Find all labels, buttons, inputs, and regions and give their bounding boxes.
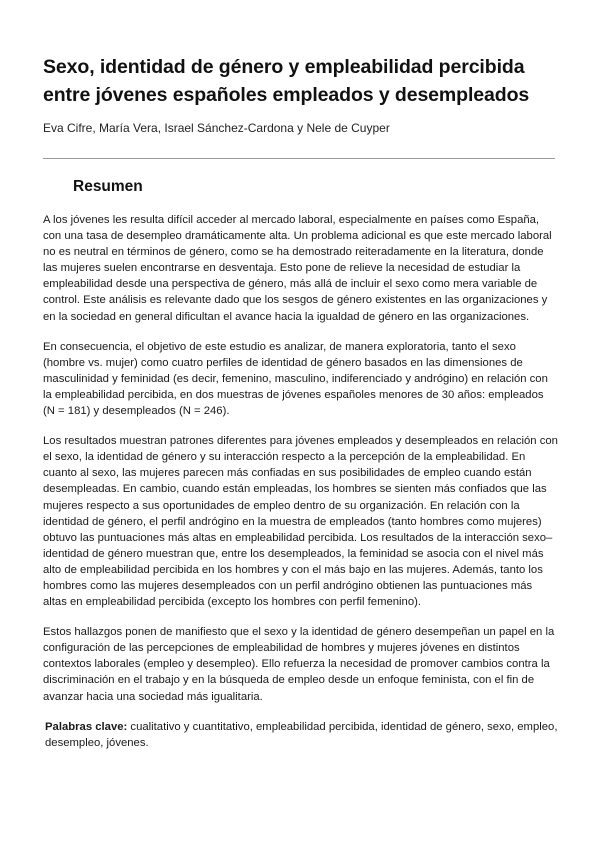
abstract-paragraph: Los resultados muestran patrones diferentes para jóvenes empleados y desempleados en relación con el sexo, la identidad de género y su interacción respecto a la percepción de la empleabilidad. En cuanto al sexo, las mujeres parecen más confiadas en sus posibilidades de empleo cuando están desempleadas. En cambio, cuando están empleadas, los hombres se sienten más confiados que las mujeres respecto a sus oportunidades de empleo dentro de su organización. En relación con la identidad de género, el perfil andrógino en la muestra de empleados (tanto hombres como mujeres) obtuvo las puntuaciones más altas en empleabilidad percibida. Los resultados de la interacción sexo–identidad de género muestran que, entre los desempleados, la feminidad se asocia con el nivel más alto de empleabilidad percibida en los hombres y con el más bajo en las mujeres. Además, tanto los hombres como las mujeres desempleados con un perfil andrógino obtienen las puntuaciones más altas en empleabilidad percibida (excepto los hombres con perfil femenino). <box>43 435 558 609</box>
keywords-text: cualitativo y cuantitativo, empleabilidad percibida, identidad de género, sexo, empleo, desempleo, jóvenes. <box>45 720 558 749</box>
abstract-paragraph: Estos hallazgos ponen de manifiesto que el sexo y la identidad de género desempeñan un papel en la configuración de las percepciones de empleabilidad de hombres y mujeres jóvenes en distintos contextos laborales (empleo y desempleo). Ello refuerza la necesidad de promover cambios contra la discriminación en el trabajo y en la búsqueda de empleo desde un enfoque feminista, con el fin de avanzar hacia una sociedad más igualitaria. <box>43 626 555 703</box>
author-list: Eva Cifre, María Vera, Israel Sánchez-Cardona y Nele de Cuyper <box>43 121 390 135</box>
header-divider <box>43 158 555 159</box>
abstract-heading: Resumen <box>73 178 143 195</box>
title-line-2: entre jóvenes españoles empleados y desempleados <box>43 84 530 106</box>
title-line-1: Sexo, identidad de género y empleabilidad percibida <box>43 56 525 78</box>
abstract-paragraph: En consecuencia, el objetivo de este estudio es analizar, de manera exploratoria, tanto el sexo (hombre vs. mujer) como cuatro perfiles de identidad de género basados en las dimensiones de masculinidad y feminidad (es decir, femenino, masculino, indiferenciado y andrógino) en relación con la empleabilidad percibida, en dos muestras de jóvenes españoles menores de 30 años: empleados (N = 181) y desempleados (N = 246). <box>43 340 548 418</box>
abstract-paragraph: A los jóvenes les resulta difícil acceder al mercado laboral, especialmente en países como España, con una tasa de desempleo dramáticamente alta. Un problema adicional es que este mercado laboral no es neutral en términos de género, como se ha demostrado reiteradamente en la literatura, donde las mujeres suelen encontrarse en desventaja. Esto pone de relieve la necesidad de estudiar la empleabilidad desde una perspectiva de género, más allá de incluir el sexo como mera variable de control. Este análisis es relevante dado que los sesgos de género existentes en las organizaciones y en la sociedad en general dificultan el avance hacia la igualdad de género en las organizaciones. <box>43 214 552 323</box>
abstract-body <box>43 212 558 765</box>
keywords-label: Palabras clave: <box>45 720 128 733</box>
paper-title <box>43 53 563 109</box>
keywords <box>43 719 558 751</box>
